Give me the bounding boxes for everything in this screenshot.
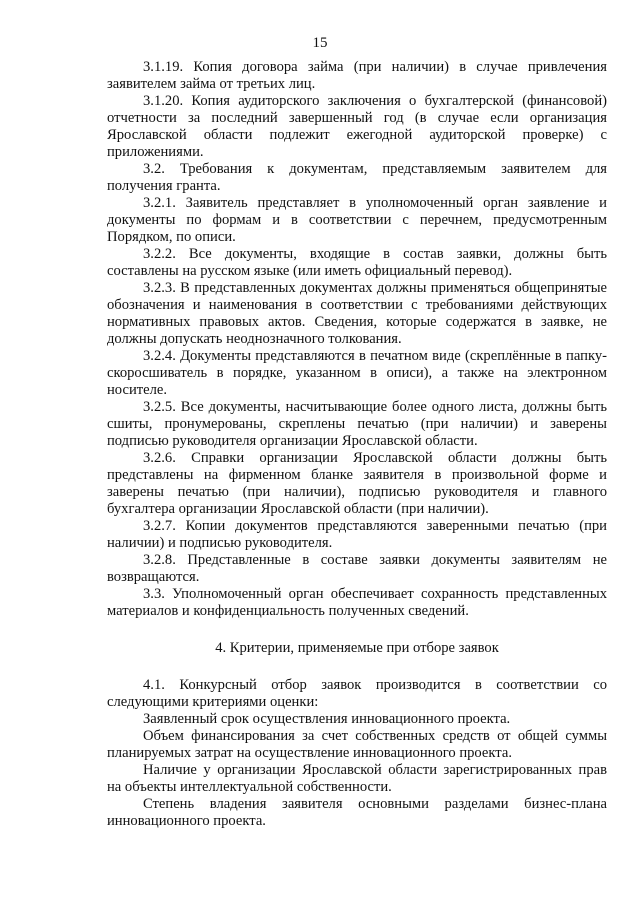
page-number: 15 [312,35,328,51]
paragraph-3-2-7: 3.2.7. Копии документов представляются заверенными печатью (при наличии) и подписью руководителя. [107,518,607,551]
document-body [107,59,607,830]
paragraph-4-1: 4.1. Конкурсный отбор заявок производится в соответствии со следующими критериями оценки: [107,677,607,710]
paragraph-3-2-1: 3.2.1. Заявитель представляет в уполномоченный орган заявление и документы по формам и в соответствии с перечнем, предусмотренным Порядком, по описи. [107,195,607,245]
paragraph-3-2-6: 3.2.6. Справки организации Ярославской области должны быть представлены на фирменном бланке заявителя в произвольной форме и заверены печатью (при наличии), подписью руководителя и главного бухгалтера организации Ярославской области (при наличии). [107,450,607,517]
paragraph-3-1-20: 3.1.20. Копия аудиторского заключения о бухгалтерской (финансовой) отчетности за последний завершенный год (в случае если организация Ярославской области подлежит ежегодной аудиторской проверке) с приложениями. [107,93,607,160]
paragraph-3-2: 3.2. Требования к документам, представляемым заявителем для получения гранта. [107,161,607,194]
paragraph-3-1-19: 3.1.19. Копия договора займа (при наличии) в случае привлечения заявителем займа от третьих лиц. [107,59,607,92]
paragraph-3-2-3: 3.2.3. В представленных документах должны применяться общепринятые обозначения и наименования в соответствии с требованиями действующих нормативных правовых актов. Сведения, которые содержатся в заявке, не должны допускать неоднозначного толкования. [107,280,607,347]
paragraph-3-2-4: 3.2.4. Документы представляются в печатном виде (скреплённые в папку-скоросшиватель в порядке, указанном в описи), а также на электронном носителе. [107,348,607,398]
section-heading: 4. Критерии, применяемые при отборе заявок [215,640,499,656]
criterion-duration: Заявленный срок осуществления инновационного проекта. [143,711,511,727]
criterion-business-plan: Степень владения заявителя основными разделами бизнес-плана инновационного проекта. [107,796,607,829]
paragraph-3-2-8: 3.2.8. Представленные в составе заявки документы заявителям не возвращаются. [107,552,607,585]
paragraph-3-3: 3.3. Уполномоченный орган обеспечивает сохранность представленных материалов и конфиденциальность полученных сведений. [107,586,607,619]
criterion-own-funding: Объем финансирования за счет собственных средств от общей суммы планируемых затрат на осуществление инновационного проекта. [107,728,607,761]
paragraph-3-2-5: 3.2.5. Все документы, насчитывающие более одного листа, должны быть сшиты, пронумерованы, скреплены печатью (при наличии) и заверены подписью руководителя организации Ярославской области. [107,399,607,449]
paragraph-3-2-2: 3.2.2. Все документы, входящие в состав заявки, должны быть составлены на русском языке (или иметь официальный перевод). [107,246,607,279]
criterion-ip-rights: Наличие у организации Ярославской области зарегистрированных прав на объекты интеллектуальной собственности. [107,762,607,795]
